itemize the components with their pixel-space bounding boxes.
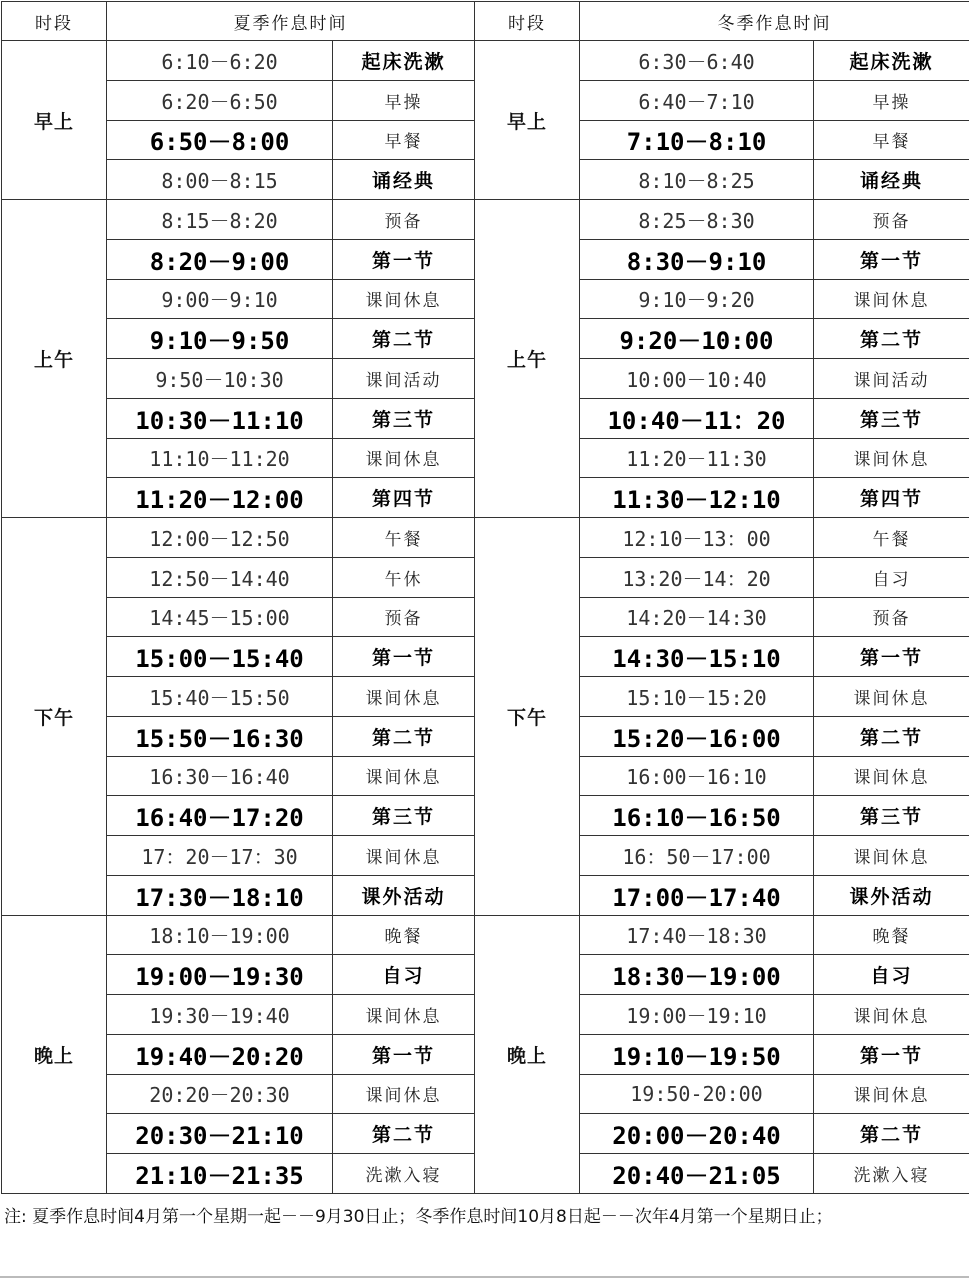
summer-time-cell: 11:10－11:20	[107, 438, 333, 478]
summer-time-cell: 8:00－8:15	[107, 160, 333, 200]
summer-period-cell: 上午	[2, 200, 107, 518]
winter-activity-cell: 课间休息	[814, 995, 969, 1035]
winter-period-cell: 上午	[475, 200, 580, 518]
summer-time-cell: 8:20－9:00	[107, 239, 333, 279]
summer-activity-cell: 课间休息	[333, 995, 475, 1035]
summer-time-cell: 19:30－19:40	[107, 995, 333, 1035]
summer-time-cell: 6:20－6:50	[107, 80, 333, 120]
winter-activity-cell: 自习	[814, 557, 969, 597]
period-header: 时段	[2, 2, 107, 41]
summer-time-cell: 6:10－6:20	[107, 41, 333, 81]
summer-time-cell: 10:30－11:10	[107, 398, 333, 438]
winter-time-cell: 10:00－10:40	[580, 359, 814, 399]
winter-activity-cell: 第二节	[814, 1114, 969, 1154]
schedule-note: 注: 夏季作息时间4月第一个星期一起－－9月30日止；冬季作息时间10月8日起－－次年4月第一个星期日止；	[4, 1207, 833, 1227]
summer-activity-cell: 课间休息	[333, 279, 475, 319]
winter-time-cell: 20:00－20:40	[580, 1114, 814, 1154]
winter-activity-cell: 课间休息	[814, 756, 969, 796]
schedule-body	[2, 41, 969, 1194]
period-header: 时段	[475, 2, 580, 41]
summer-activity-cell: 第三节	[333, 796, 475, 836]
summer-activity-cell: 第三节	[333, 398, 475, 438]
winter-time-cell: 9:10－9:20	[580, 279, 814, 319]
winter-activity-cell: 第三节	[814, 398, 969, 438]
winter-time-cell: 6:40－7:10	[580, 80, 814, 120]
winter-time-cell: 16:10－16:50	[580, 796, 814, 836]
winter-time-cell: 17:40－18:30	[580, 915, 814, 955]
winter-activity-cell: 晚餐	[814, 915, 969, 955]
summer-activity-cell: 课间休息	[333, 1074, 475, 1114]
winter-activity-cell: 早操	[814, 80, 969, 120]
summer-activity-cell: 诵经典	[333, 160, 475, 200]
winter-activity-cell: 课间休息	[814, 438, 969, 478]
summer-time-cell: 11:20－12:00	[107, 478, 333, 518]
winter-time-cell: 16:00－16:10	[580, 756, 814, 796]
winter-time-cell: 15:10－15:20	[580, 677, 814, 717]
summer-period-cell: 晚上	[2, 915, 107, 1193]
winter-activity-cell: 自习	[814, 955, 969, 995]
summer-time-cell: 20:20－20:30	[107, 1074, 333, 1114]
summer-activity-cell: 自习	[333, 955, 475, 995]
summer-time-cell: 18:10－19:00	[107, 915, 333, 955]
winter-activity-cell: 课外活动	[814, 875, 969, 915]
summer-activity-cell: 起床洗漱	[333, 41, 475, 81]
winter-activity-cell: 课间休息	[814, 1074, 969, 1114]
winter-activity-cell: 预备	[814, 597, 969, 637]
summer-time-cell: 20:30－21:10	[107, 1114, 333, 1154]
summer-activity-cell: 第一节	[333, 239, 475, 279]
winter-activity-cell: 诵经典	[814, 160, 969, 200]
winter-time-cell: 12:10－13：00	[580, 518, 814, 558]
winter-time-cell: 17:00－17:40	[580, 875, 814, 915]
summer-time-cell: 8:15－8:20	[107, 200, 333, 240]
summer-activity-cell: 早操	[333, 80, 475, 120]
summer-activity-cell: 午休	[333, 557, 475, 597]
summer-time-cell: 12:00－12:50	[107, 518, 333, 558]
winter-time-cell: 19:50-20:00	[580, 1074, 814, 1114]
winter-time-cell: 20:40－21:05	[580, 1154, 814, 1194]
winter-activity-cell: 课间休息	[814, 677, 969, 717]
summer-activity-cell: 课间活动	[333, 359, 475, 399]
summer-activity-cell: 预备	[333, 200, 475, 240]
table-row	[2, 518, 969, 558]
winter-activity-cell: 起床洗漱	[814, 41, 969, 81]
summer-activity-cell: 第一节	[333, 1034, 475, 1074]
winter-activity-cell: 早餐	[814, 120, 969, 160]
winter-activity-cell: 第一节	[814, 1034, 969, 1074]
winter-activity-cell: 课间休息	[814, 836, 969, 876]
summer-time-cell: 17：20－17：30	[107, 836, 333, 876]
summer-time-cell: 14:45－15:00	[107, 597, 333, 637]
winter-period-cell: 早上	[475, 41, 580, 200]
winter-time-cell: 14:20－14:30	[580, 597, 814, 637]
winter-activity-cell: 第一节	[814, 239, 969, 279]
winter-activity-cell: 课间休息	[814, 279, 969, 319]
divider	[0, 1276, 969, 1278]
winter-time-cell: 19:00－19:10	[580, 995, 814, 1035]
summer-activity-cell: 午餐	[333, 518, 475, 558]
summer-activity-cell: 第四节	[333, 478, 475, 518]
summer-activity-cell: 课外活动	[333, 875, 475, 915]
summer-activity-cell: 晚餐	[333, 915, 475, 955]
winter-activity-cell: 午餐	[814, 518, 969, 558]
summer-time-cell: 15:00－15:40	[107, 637, 333, 677]
winter-time-cell: 9:20－10:00	[580, 319, 814, 359]
winter-time-cell: 8:30－9:10	[580, 239, 814, 279]
winter-time-cell: 14:30－15:10	[580, 637, 814, 677]
summer-time-cell: 15:50－16:30	[107, 716, 333, 756]
winter-activity-cell: 第二节	[814, 716, 969, 756]
winter-time-cell: 7:10－8:10	[580, 120, 814, 160]
winter-time-cell: 11:20－11:30	[580, 438, 814, 478]
summer-activity-cell: 第二节	[333, 1114, 475, 1154]
summer-time-cell: 19:00－19:30	[107, 955, 333, 995]
winter-header: 冬季作息时间	[580, 2, 969, 41]
winter-time-cell: 10:40－11：20	[580, 398, 814, 438]
summer-activity-cell: 课间休息	[333, 756, 475, 796]
table-row	[2, 915, 969, 955]
summer-header: 夏季作息时间	[107, 2, 475, 41]
winter-time-cell: 11:30－12:10	[580, 478, 814, 518]
winter-time-cell: 18:30－19:00	[580, 955, 814, 995]
winter-time-cell: 8:10－8:25	[580, 160, 814, 200]
table-row	[2, 200, 969, 240]
winter-period-cell: 晚上	[475, 915, 580, 1193]
summer-activity-cell: 课间休息	[333, 836, 475, 876]
winter-time-cell: 16：50－17:00	[580, 836, 814, 876]
summer-time-cell: 6:50－8:00	[107, 120, 333, 160]
summer-time-cell: 17:30－18:10	[107, 875, 333, 915]
summer-period-cell: 下午	[2, 518, 107, 916]
summer-activity-cell: 第一节	[333, 637, 475, 677]
table-row	[2, 41, 969, 81]
winter-activity-cell: 第三节	[814, 796, 969, 836]
summer-time-cell: 9:00－9:10	[107, 279, 333, 319]
winter-time-cell: 6:30－6:40	[580, 41, 814, 81]
winter-time-cell: 8:25－8:30	[580, 200, 814, 240]
schedule-table	[1, 1, 969, 1194]
header-row	[2, 2, 969, 41]
summer-time-cell: 16:30－16:40	[107, 756, 333, 796]
summer-time-cell: 9:50－10:30	[107, 359, 333, 399]
summer-activity-cell: 早餐	[333, 120, 475, 160]
summer-time-cell: 19:40－20:20	[107, 1034, 333, 1074]
winter-time-cell: 19:10－19:50	[580, 1034, 814, 1074]
summer-time-cell: 21:10－21:35	[107, 1154, 333, 1194]
winter-time-cell: 15:20－16:00	[580, 716, 814, 756]
summer-activity-cell: 第二节	[333, 716, 475, 756]
winter-activity-cell: 课间活动	[814, 359, 969, 399]
summer-time-cell: 16:40－17:20	[107, 796, 333, 836]
winter-activity-cell: 第二节	[814, 319, 969, 359]
winter-activity-cell: 预备	[814, 200, 969, 240]
winter-activity-cell: 洗漱入寝	[814, 1154, 969, 1194]
summer-time-cell: 15:40－15:50	[107, 677, 333, 717]
summer-activity-cell: 洗漱入寝	[333, 1154, 475, 1194]
winter-time-cell: 13:20－14：20	[580, 557, 814, 597]
summer-activity-cell: 预备	[333, 597, 475, 637]
winter-activity-cell: 第一节	[814, 637, 969, 677]
winter-activity-cell: 第四节	[814, 478, 969, 518]
summer-activity-cell: 课间休息	[333, 438, 475, 478]
summer-time-cell: 12:50－14:40	[107, 557, 333, 597]
summer-time-cell: 9:10－9:50	[107, 319, 333, 359]
summer-period-cell: 早上	[2, 41, 107, 200]
winter-period-cell: 下午	[475, 518, 580, 916]
summer-activity-cell: 课间休息	[333, 677, 475, 717]
summer-activity-cell: 第二节	[333, 319, 475, 359]
